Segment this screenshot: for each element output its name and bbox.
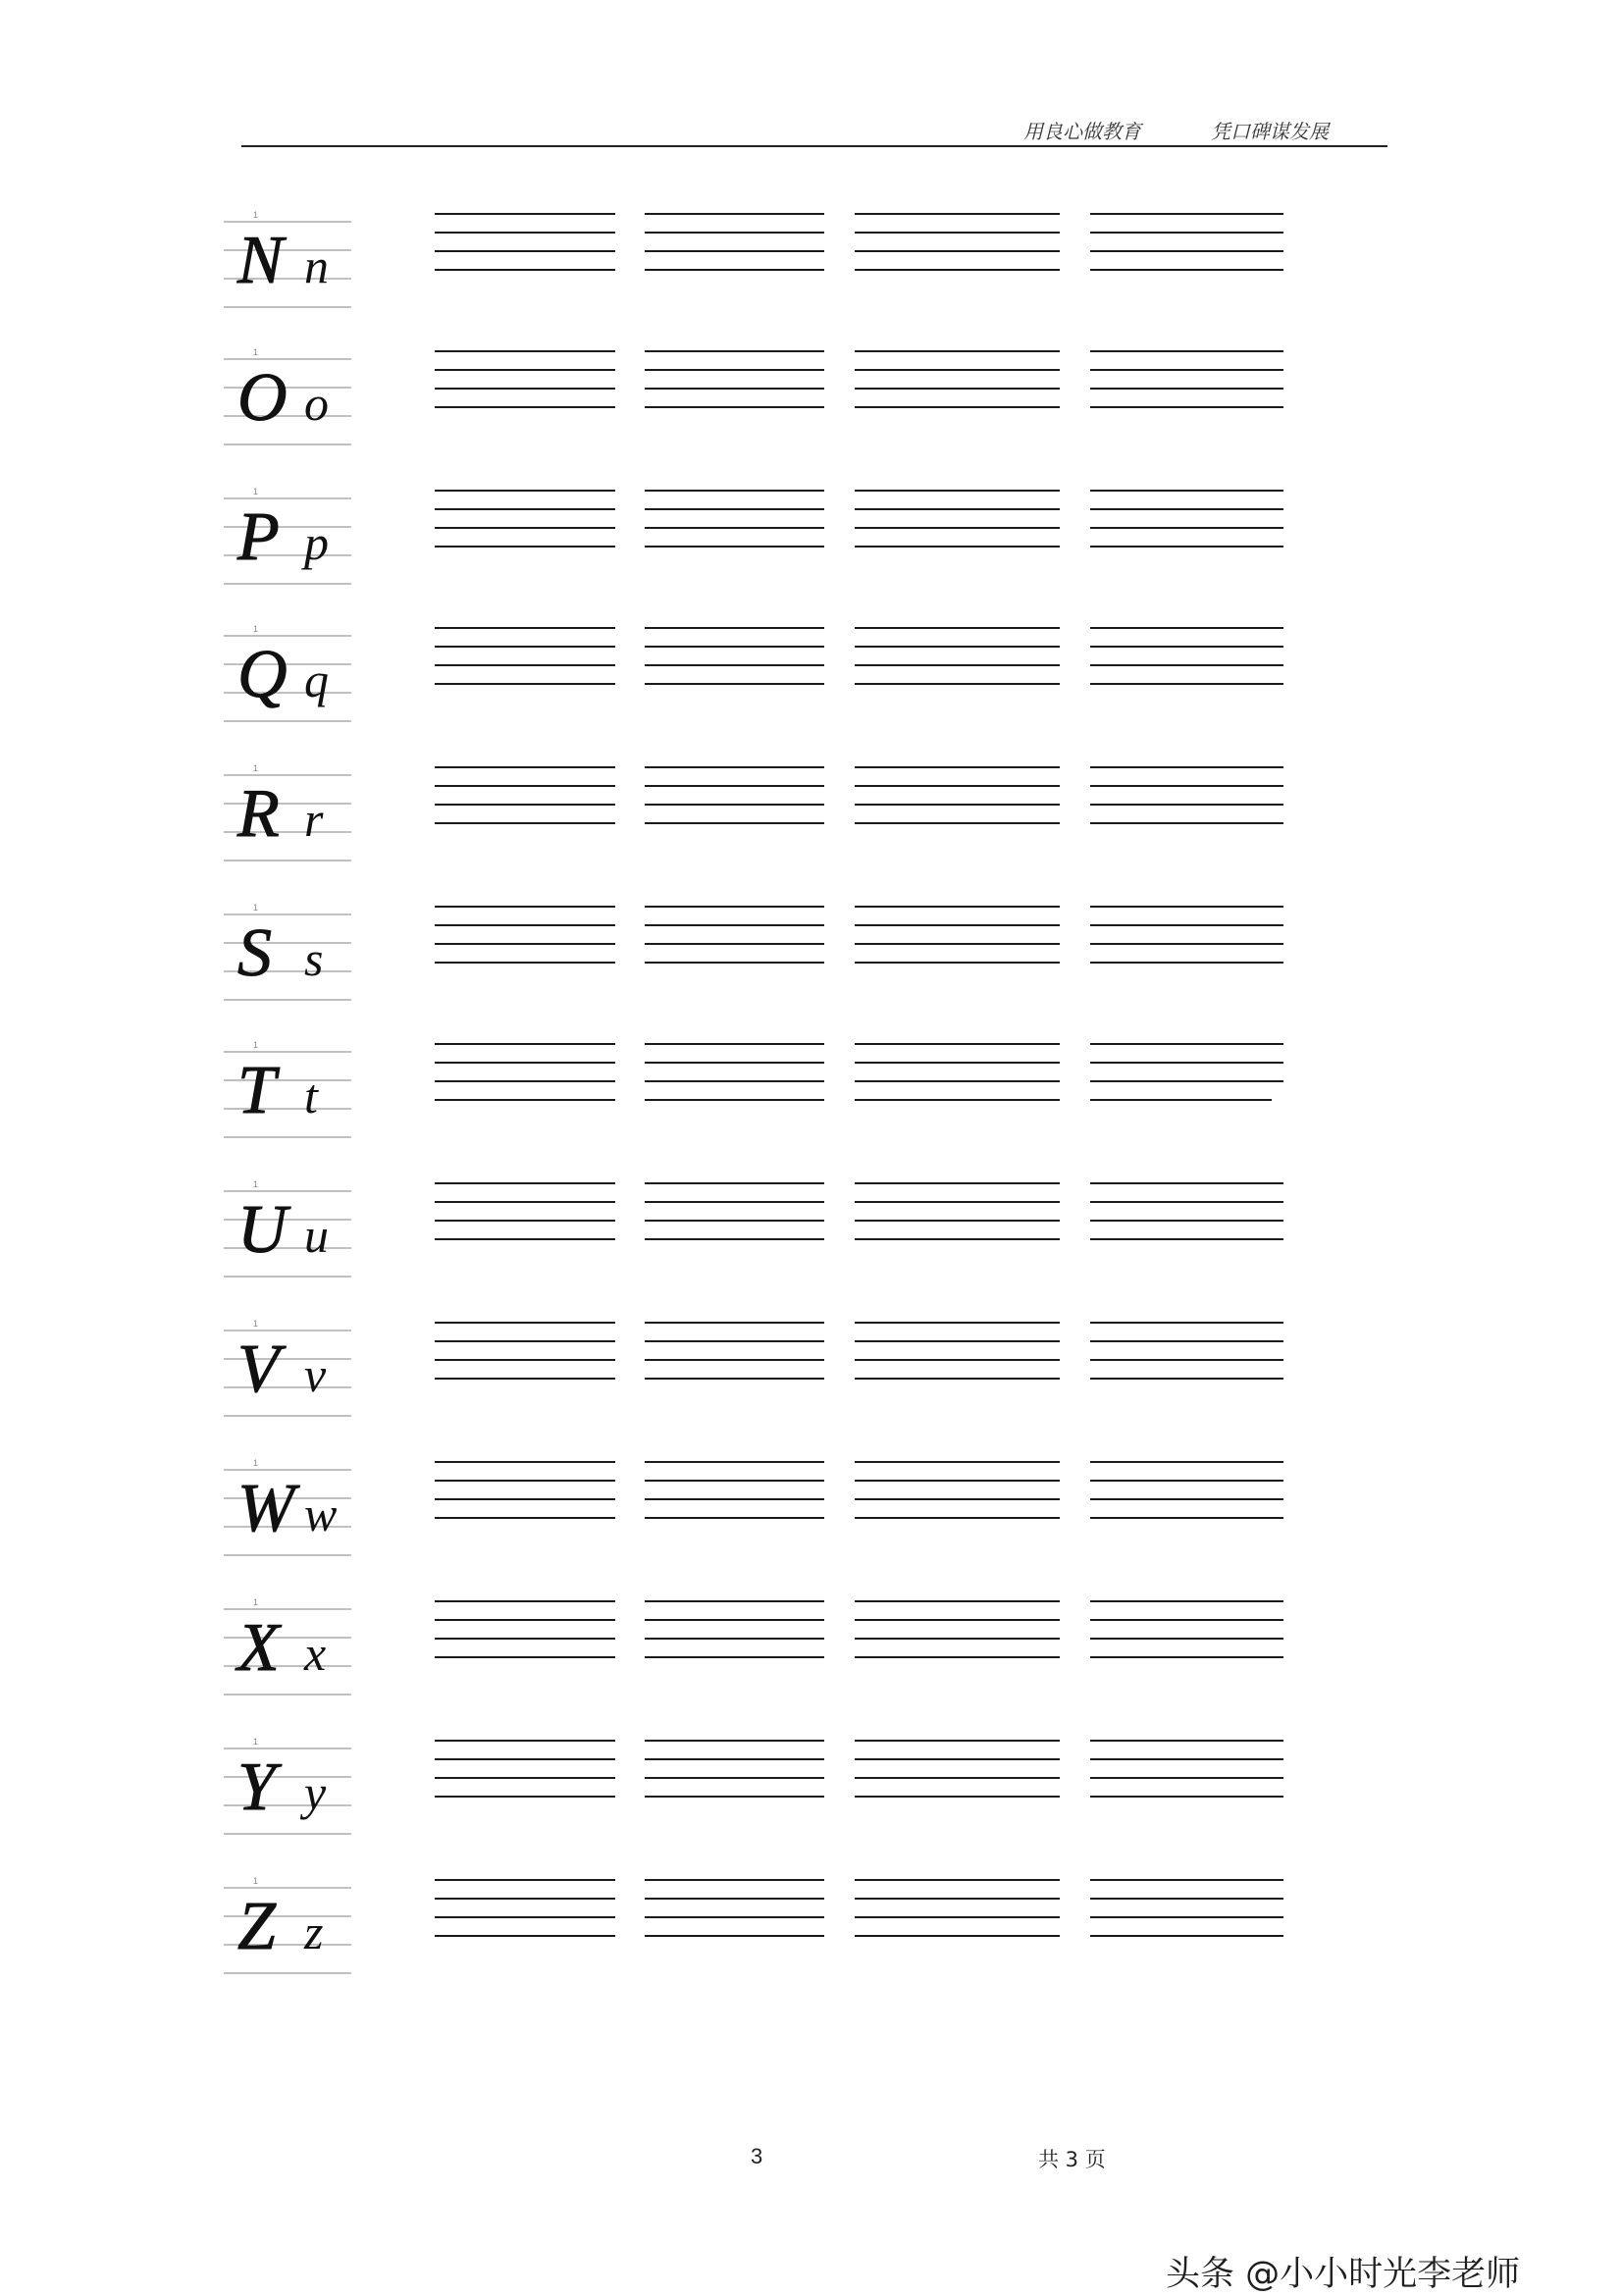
- page-number: 3: [751, 2144, 763, 2168]
- sample-uppercase-letter: V: [237, 1331, 280, 1407]
- sample-lowercase-letter: w: [304, 1487, 338, 1541]
- stroke-order-mark: 1: [253, 210, 259, 220]
- stroke-order-mark: 1: [253, 1597, 259, 1607]
- page-total: 共 3 页: [1038, 2148, 1106, 2171]
- stroke-order-mark: 1: [253, 1319, 259, 1329]
- sample-lowercase-letter: x: [304, 1626, 327, 1681]
- sample-lowercase-letter: t: [304, 1069, 318, 1123]
- sample-uppercase-letter: Y: [237, 1749, 276, 1825]
- sample-uppercase-letter: Q: [237, 637, 288, 712]
- sample-uppercase-letter: X: [237, 1610, 280, 1686]
- sample-uppercase-letter: R: [237, 776, 280, 852]
- sample-uppercase-letter: Z: [237, 1889, 276, 1964]
- sample-lowercase-letter: o: [304, 376, 329, 431]
- stroke-order-mark: 1: [253, 624, 259, 634]
- sample-lowercase-letter: n: [304, 238, 329, 293]
- sample-uppercase-letter: N: [237, 223, 284, 298]
- sample-lowercase-letter: s: [304, 931, 324, 986]
- stroke-order-mark: 1: [253, 1876, 259, 1886]
- sample-lowercase-letter: y: [304, 1765, 327, 1820]
- header-slogan-left: 用良心做教育: [1023, 120, 1141, 143]
- sample-uppercase-letter: O: [237, 360, 288, 436]
- sample-lowercase-letter: q: [304, 652, 329, 707]
- stroke-order-mark: 1: [253, 903, 259, 913]
- header-slogan-right: 凭口碑谋发展: [1211, 120, 1329, 143]
- stroke-order-mark: 1: [253, 763, 259, 773]
- stroke-order-mark: 1: [253, 1737, 259, 1747]
- stroke-order-mark: 1: [253, 1040, 259, 1050]
- sample-uppercase-letter: T: [237, 1053, 276, 1128]
- stroke-order-mark: 1: [253, 487, 259, 496]
- sample-lowercase-letter: v: [304, 1347, 327, 1402]
- sample-uppercase-letter: P: [237, 499, 280, 575]
- sample-uppercase-letter: U: [237, 1192, 288, 1268]
- sample-lowercase-letter: z: [304, 1905, 324, 1959]
- sample-lowercase-letter: u: [304, 1208, 329, 1263]
- sample-lowercase-letter: p: [304, 515, 329, 570]
- stroke-order-mark: 1: [253, 1458, 259, 1468]
- stroke-order-mark: 1: [253, 1179, 259, 1189]
- watermark-text: 头条 @小小时光李老师: [1166, 2255, 1521, 2294]
- sample-lowercase-letter: r: [304, 792, 324, 847]
- sample-uppercase-letter: W: [237, 1471, 295, 1546]
- sample-uppercase-letter: S: [237, 915, 272, 991]
- stroke-order-mark: 1: [253, 347, 259, 357]
